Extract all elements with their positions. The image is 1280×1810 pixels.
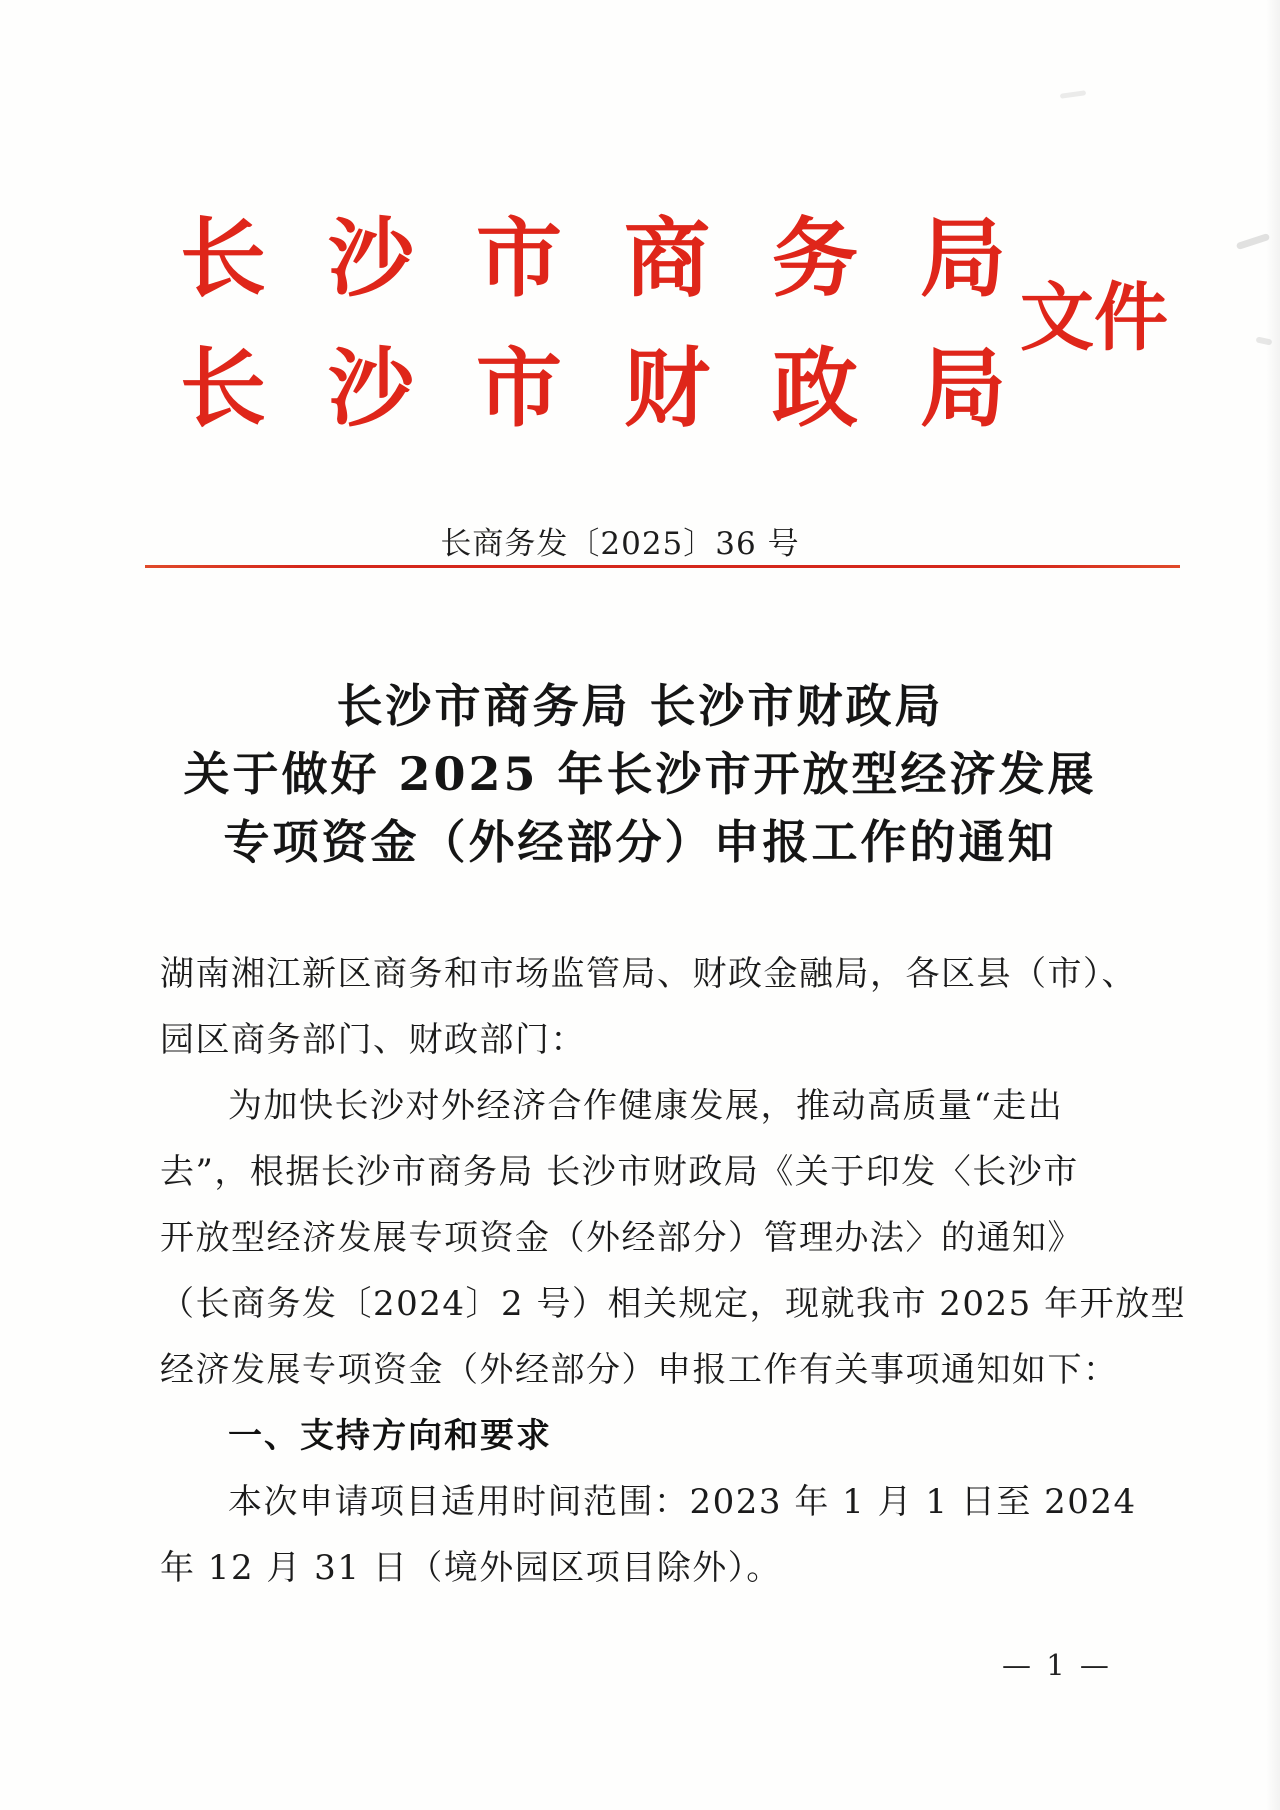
body-line: 年 12 月 31 日（境外园区项目除外）。 xyxy=(160,1548,782,1588)
document-body xyxy=(160,941,1187,1601)
body-line: 开放型经济发展专项资金（外经部分）管理办法〉的通知》 xyxy=(160,1218,1083,1258)
title-line-2: 关于做好 2025 年长沙市开放型经济发展 xyxy=(183,747,1097,801)
scan-artifact xyxy=(1060,90,1086,99)
title-line-3: 专项资金（外经部分）申报工作的通知 xyxy=(223,815,1057,869)
body-line: （长商务发〔2024〕2 号）相关规定，现就我市 2025 年开放型 xyxy=(160,1284,1187,1324)
document-title xyxy=(0,672,1280,876)
body-line: 去”，根据长沙市商务局 长沙市财政局《关于印发〈长沙市 xyxy=(160,1152,1079,1192)
body-line: 经济发展专项资金（外经部分）申报工作有关事项通知如下： xyxy=(160,1350,1119,1390)
red-separator-rule xyxy=(145,565,1180,568)
body-line: 为加快长沙对外经济合作健康发展，推动高质量“走出 xyxy=(228,1086,1064,1126)
letterhead-agency-commerce: 长沙市商务局 xyxy=(180,208,1068,309)
title-line-1: 长沙市商务局 长沙市财政局 xyxy=(336,679,944,733)
section-heading: 一、支持方向和要求 xyxy=(228,1416,552,1456)
letterhead-doc-type-label: 文件 xyxy=(1020,275,1168,361)
body-line: 本次申请项目适用时间范围：2023 年 1 月 1 日至 2024 xyxy=(228,1482,1137,1522)
body-line-salutation-1: 湖南湘江新区商务和市场监管局、财政金融局，各区县（市）、 xyxy=(160,954,1137,994)
scan-edge-shadow xyxy=(1266,0,1280,1810)
body-line-salutation-2: 园区商务部门、财政部门： xyxy=(160,1020,586,1060)
page-number: — 1 — xyxy=(1002,1648,1112,1682)
letterhead-agency-finance: 长沙市财政局 xyxy=(180,338,1068,439)
document-reference-number: 长商务发〔2025〕36 号 xyxy=(440,526,800,562)
